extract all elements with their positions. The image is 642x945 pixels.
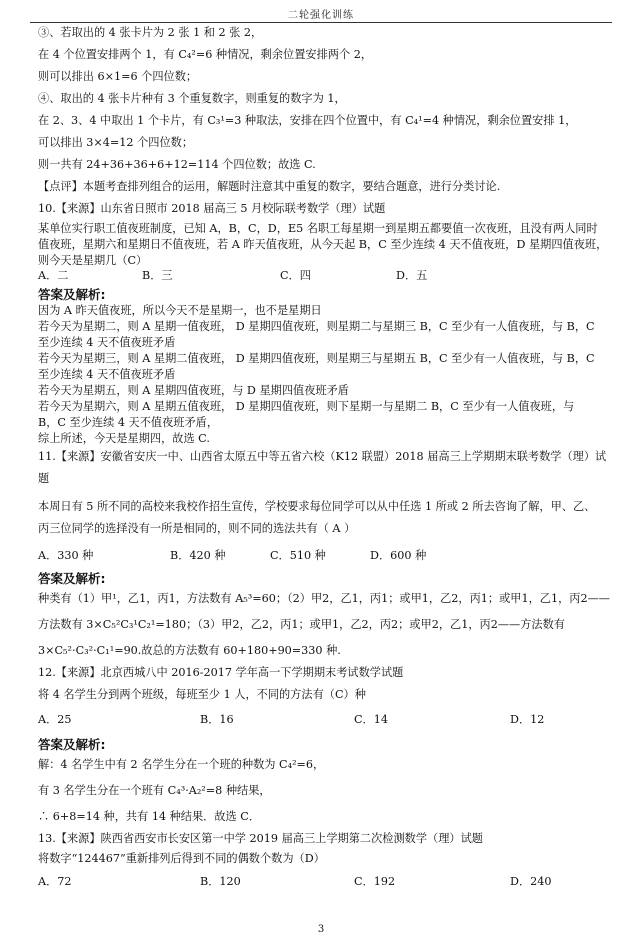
text-line: 则可以排出 6×1=6 个四位数； — [38, 70, 198, 83]
question-stem: 值夜班，星期六和星期日不值夜班，若 A 昨天值夜班，从今天起 B，C 至少连续 4 天不值夜班，D 星期四值夜班， — [38, 238, 608, 251]
text-line: ④、取出的 4 张卡片种有 3 个重复数字，则重复的数字为 1， — [38, 92, 346, 105]
page-header: 二轮强化训练 — [288, 10, 354, 21]
page-number: 3 — [317, 924, 325, 935]
answer-line: 解：4 名学生中有 2 名学生分在一个班的种数为 C₄²=6， — [38, 758, 325, 771]
option-c: C．192 — [354, 875, 396, 888]
option-d: D．240 — [510, 875, 552, 888]
option-d: D．五 — [396, 269, 428, 282]
prev-solution-block — [38, 26, 610, 194]
answer-heading: 答案及解析: — [38, 737, 106, 752]
answer-line: ∴ 6+8=14 种，共有 14 种结果．故选 C． — [38, 810, 261, 823]
question-source: 题 — [38, 472, 50, 485]
answer-line: 若今天为星期五，则 A 星期四值夜班，与 D 星期四值夜班矛盾 — [38, 384, 349, 397]
answer-line: 若今天为星期三，则 A 星期二值夜班， D 星期四值夜班，则星期三与星期五 B，C 至少有一人值夜班，与 B，C — [38, 352, 595, 365]
option-b: B．420 种 — [170, 549, 226, 562]
answer-options — [38, 548, 610, 564]
option-a: A．25 — [38, 713, 72, 726]
text-line: 则一共有 24+36+36+6+12=114 个四位数；故选 C. — [38, 158, 316, 171]
text-line: 在 4 个位置安排两个 1，有 C₄²=6 种情况，剩余位置安排两个 2， — [38, 48, 373, 61]
answer-line: 有 3 名学生分在一个班有 C₄³·A₂²=8 种结果， — [38, 784, 271, 797]
answer-options — [38, 268, 610, 284]
answer-line: 3×C₅²·C₃²·C₁¹=90.故总的方法数有 60+180+90=330 种. — [38, 644, 341, 657]
answer-line: 至少连续 4 天不值夜班矛盾 — [38, 336, 176, 349]
question-source: 13.【来源】陕西省西安市长安区第一中学 2019 届高三上学期第二次检测数学（理）试题 — [38, 832, 483, 845]
question-10 — [38, 202, 610, 446]
answer-line: 若今天为星期二，则 A 星期一值夜班， D 星期四值夜班，则星期二与星期三 B，C 至少有一人值夜班，与 B，C — [38, 320, 595, 333]
answer-line: 方法数有 3×C₅²C₃¹C₂¹=180；（3）甲2，乙2，丙1；或甲1，乙2，丙2；或甲2，乙1，丙2——方法数有 — [38, 618, 565, 631]
question-stem: 丙三位同学的选择没有一所是相同的，则不同的选法共有（ A ） — [38, 522, 356, 535]
option-d: D．12 — [510, 713, 545, 726]
answer-line: 若今天为星期六，则 A 星期五值夜班， D 星期四值夜班，则下星期一与星期二 B，C 至少有一人值夜班，与 — [38, 400, 575, 413]
option-a: A．330 种 — [38, 549, 94, 562]
option-c: C．四 — [280, 269, 311, 282]
question-source: 11.【来源】安徽省安庆一中、山西省太原五中等五省六校（K12 联盟）2018 届高三上学期期末联考数学（理）试 — [38, 450, 607, 463]
header-rule — [30, 22, 612, 23]
question-stem: 将数字“124467”重新排列后得到不同的偶数个数为（D） — [38, 852, 325, 865]
question-source: 12.【来源】北京西城八中 2016-2017 学年高一下学期期末考试数学试题 — [38, 666, 404, 679]
answer-line: 种类有（1）甲¹，乙1，丙1，方法数有 A₅³=60；（2）甲2，乙1，丙1；或甲1，乙2，丙1；或甲1，乙1，丙2—— — [38, 592, 610, 605]
question-stem: 则今天是星期几（C） — [38, 254, 148, 267]
text-line: 可以排出 3×4=12 个四位数； — [38, 136, 194, 149]
comment-line: 【点评】本题考查排列组合的运用，解题时注意其中重复的数字，要结合题意，进行分类讨论. — [38, 180, 501, 193]
option-b: B．120 — [200, 875, 241, 888]
answer-line: 因为 A 昨天值夜班，所以今天不是星期一，也不是星期日 — [38, 304, 322, 317]
question-13 — [38, 832, 610, 890]
option-d: D．600 种 — [370, 549, 427, 562]
question-source: 10.【来源】山东省日照市 2018 届高三 5 月校际联考数学（理）试题 — [38, 202, 386, 215]
answer-line: B，C 至少连续 4 天不值夜班矛盾， — [38, 416, 219, 429]
question-11 — [38, 450, 610, 658]
answer-options — [38, 712, 610, 728]
option-c: C．510 种 — [270, 549, 326, 562]
answer-line: 综上所述，今天是星期四，故选 C. — [38, 432, 210, 445]
option-a: A．72 — [38, 875, 72, 888]
question-12 — [38, 666, 610, 824]
text-line: 在 2、3、4 中取出 1 个卡片，有 C₃¹=3 种取法，安排在四个位置中，有 C₄¹=4 种情况，剩余位置安排 1， — [38, 114, 577, 127]
option-b: B．三 — [142, 269, 173, 282]
option-b: B．16 — [200, 713, 234, 726]
answer-heading: 答案及解析: — [38, 287, 106, 302]
question-stem: 某单位实行职工值夜班制度，已知 A，B，C，D，E5 名职工每星期一到星期五都要值一次夜班，且没有两人同时 — [38, 222, 598, 235]
question-stem: 本周日有 5 所不同的高校来我校作招生宣传，学校要求每位同学可以从中任选 1 所或 2 所去咨询了解，甲、乙、 — [38, 500, 596, 513]
text-line: ③、若取出的 4 张卡片为 2 张 1 和 2 张 2， — [38, 26, 263, 39]
question-stem: 将 4 名学生分到两个班级，每班至少 1 人，不同的方法有（C）种 — [38, 688, 366, 701]
option-c: C．14 — [354, 713, 388, 726]
page-content — [38, 26, 610, 890]
answer-line: 至少连续 4 天不值夜班矛盾 — [38, 368, 176, 381]
answer-options — [38, 874, 610, 890]
option-a: A．二 — [38, 269, 69, 282]
answer-heading: 答案及解析: — [38, 571, 106, 586]
